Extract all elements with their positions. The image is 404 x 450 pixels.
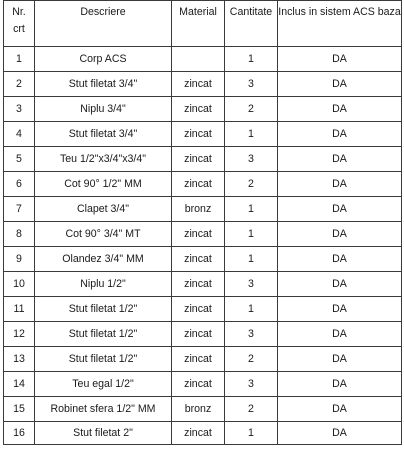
- header-material: Material: [172, 1, 225, 47]
- table-row: [4, 222, 402, 247]
- cell-material: zincat: [172, 347, 225, 372]
- cell-cantitate: 1: [225, 247, 278, 272]
- cell-cantitate: 3: [225, 147, 278, 172]
- cell-nr: 8: [4, 222, 35, 247]
- cell-inclus: DA: [278, 147, 402, 172]
- cell-descriere: Robinet sfera 1/2" MM: [35, 397, 172, 422]
- cell-inclus: DA: [278, 247, 402, 272]
- cell-inclus: DA: [278, 422, 402, 445]
- header-cantitate: Cantitate: [225, 1, 278, 47]
- cell-cantitate: 1: [225, 222, 278, 247]
- table-row: [4, 122, 402, 147]
- cell-inclus: DA: [278, 122, 402, 147]
- cell-descriere: Niplu 1/2": [35, 272, 172, 297]
- cell-inclus: DA: [278, 197, 402, 222]
- cell-cantitate: 2: [225, 172, 278, 197]
- header-nr-line2: crt: [13, 23, 25, 35]
- cell-inclus: DA: [278, 172, 402, 197]
- cell-inclus: DA: [278, 372, 402, 397]
- cell-inclus: DA: [278, 47, 402, 72]
- cell-material: zincat: [172, 297, 225, 322]
- cell-descriere: Stut filetat 1/2": [35, 347, 172, 372]
- table-row: [4, 372, 402, 397]
- cell-cantitate: 1: [225, 47, 278, 72]
- table-row: [4, 147, 402, 172]
- cell-descriere: Teu 1/2"x3/4"x3/4": [35, 147, 172, 172]
- cell-descriere: Stut filetat 3/4": [35, 122, 172, 147]
- cell-nr: 6: [4, 172, 35, 197]
- cell-inclus: DA: [278, 397, 402, 422]
- table-row: [4, 97, 402, 122]
- cell-descriere: Cot 90° 1/2" MM: [35, 172, 172, 197]
- cell-inclus: DA: [278, 322, 402, 347]
- cell-nr: 4: [4, 122, 35, 147]
- cell-descriere: Stut filetat 2": [35, 422, 172, 445]
- cell-cantitate: 1: [225, 122, 278, 147]
- cell-inclus: DA: [278, 297, 402, 322]
- cell-descriere: Olandez 3/4" MM: [35, 247, 172, 272]
- header-nr-crt: [4, 1, 35, 47]
- cell-descriere: Teu egal 1/2": [35, 372, 172, 397]
- parts-table: [3, 0, 402, 445]
- cell-nr: 13: [4, 347, 35, 372]
- cell-cantitate: 3: [225, 72, 278, 97]
- cell-inclus: DA: [278, 72, 402, 97]
- cell-material: zincat: [172, 247, 225, 272]
- table-row: [4, 172, 402, 197]
- cell-nr: 3: [4, 97, 35, 122]
- cell-descriere: Corp ACS: [35, 47, 172, 72]
- cell-nr: 1: [4, 47, 35, 72]
- table-row: [4, 347, 402, 372]
- cell-material: zincat: [172, 172, 225, 197]
- cell-material: zincat: [172, 272, 225, 297]
- cell-nr: 12: [4, 322, 35, 347]
- cell-material: zincat: [172, 222, 225, 247]
- header-row: [4, 1, 402, 47]
- cell-descriere: Cot 90° 3/4" MT: [35, 222, 172, 247]
- cell-nr: 11: [4, 297, 35, 322]
- cell-nr: 16: [4, 422, 35, 445]
- cell-nr: 10: [4, 272, 35, 297]
- header-inclus: Inclus in sistem ACS baza: [278, 1, 402, 47]
- table-row: [4, 322, 402, 347]
- cell-material: [172, 47, 225, 72]
- cell-material: zincat: [172, 322, 225, 347]
- cell-descriere: Stut filetat 1/2": [35, 322, 172, 347]
- cell-material: zincat: [172, 147, 225, 172]
- table-row: [4, 247, 402, 272]
- header-nr-line1: Nr.: [12, 6, 26, 18]
- cell-material: zincat: [172, 422, 225, 445]
- table-row: [4, 72, 402, 97]
- cell-material: zincat: [172, 97, 225, 122]
- cell-material: zincat: [172, 372, 225, 397]
- cell-inclus: DA: [278, 222, 402, 247]
- cell-cantitate: 3: [225, 322, 278, 347]
- cell-descriere: Clapet 3/4": [35, 197, 172, 222]
- cell-material: bronz: [172, 397, 225, 422]
- table-row: [4, 397, 402, 422]
- cell-nr: 7: [4, 197, 35, 222]
- cell-cantitate: 2: [225, 347, 278, 372]
- table-row: [4, 197, 402, 222]
- cell-nr: 15: [4, 397, 35, 422]
- cell-cantitate: 3: [225, 372, 278, 397]
- table-row: [4, 422, 402, 445]
- cell-cantitate: 1: [225, 197, 278, 222]
- cell-cantitate: 1: [225, 422, 278, 445]
- table-row: [4, 47, 402, 72]
- header-descriere: Descriere: [35, 1, 172, 47]
- cell-material: bronz: [172, 197, 225, 222]
- cell-material: zincat: [172, 122, 225, 147]
- cell-cantitate: 2: [225, 97, 278, 122]
- table-body: [4, 47, 402, 445]
- cell-material: zincat: [172, 72, 225, 97]
- cell-cantitate: 3: [225, 272, 278, 297]
- table-header: [4, 1, 402, 47]
- cell-inclus: DA: [278, 272, 402, 297]
- cell-nr: 5: [4, 147, 35, 172]
- cell-descriere: Stut filetat 1/2": [35, 297, 172, 322]
- cell-inclus: DA: [278, 97, 402, 122]
- cell-nr: 2: [4, 72, 35, 97]
- cell-nr: 14: [4, 372, 35, 397]
- table-row: [4, 272, 402, 297]
- cell-nr: 9: [4, 247, 35, 272]
- table-row: [4, 297, 402, 322]
- cell-descriere: Niplu 3/4": [35, 97, 172, 122]
- cell-cantitate: 1: [225, 297, 278, 322]
- cell-inclus: DA: [278, 347, 402, 372]
- cell-descriere: Stut filetat 3/4": [35, 72, 172, 97]
- cell-cantitate: 2: [225, 397, 278, 422]
